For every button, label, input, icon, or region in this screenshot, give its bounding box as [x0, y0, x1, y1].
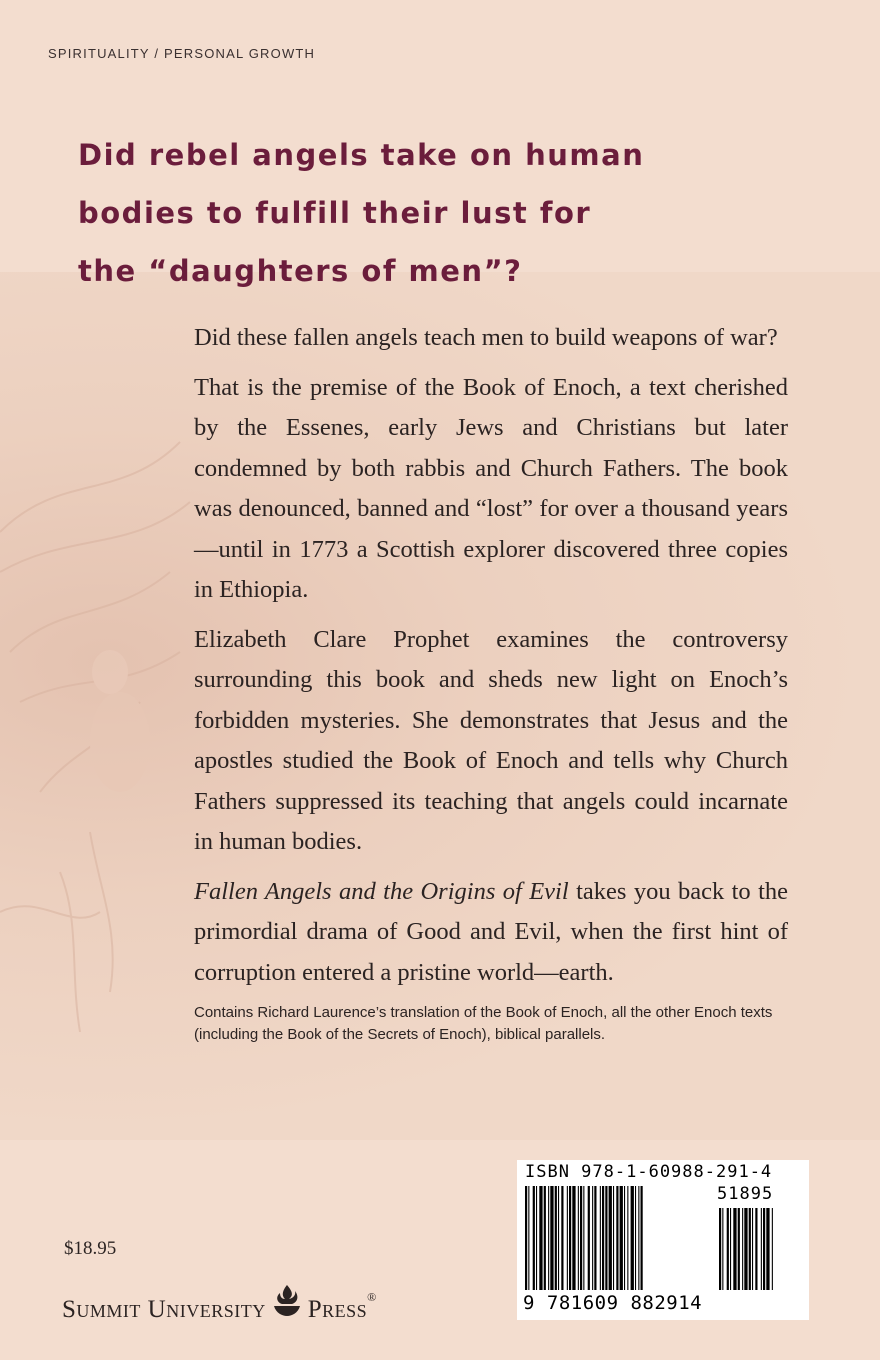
barcode-bar [572, 1186, 575, 1290]
paragraph-4 [194, 872, 788, 994]
addon-barcode-bar [761, 1208, 762, 1290]
paragraph-4-text: takes you back to the primordial drama of Good and Evil, when the first hint of corruption entered a pristine world—earth. [194, 877, 789, 986]
barcode-bar [567, 1186, 568, 1290]
barcode-bar [638, 1186, 639, 1290]
barcode-bar [641, 1186, 643, 1290]
barcode-bar [605, 1186, 607, 1290]
barcode-bar [558, 1186, 559, 1290]
headline [78, 126, 858, 300]
description [194, 318, 788, 1055]
isbn-text: ISBN 978-1-60988-291-4 [525, 1162, 773, 1182]
addon-barcode-bar [772, 1208, 773, 1290]
registered-mark: ® [367, 1290, 377, 1304]
barcode-bar [631, 1186, 634, 1290]
barcode-number: 9 781609 882914 [523, 1292, 703, 1314]
addon-barcode-bar [722, 1208, 723, 1290]
addon-barcode-bar [733, 1208, 736, 1290]
barcode-bar [627, 1186, 628, 1290]
publisher-name-left: Summit University [62, 1296, 266, 1323]
barcode-bar [578, 1186, 579, 1290]
headline-line-2: bodies to fulfill their lust for [78, 196, 592, 230]
headline-line-3: the “daughters of men”? [78, 254, 523, 288]
barcode-bar [616, 1186, 618, 1290]
barcode-bar [620, 1186, 623, 1290]
barcode-bar [609, 1186, 612, 1290]
barcode-bar [536, 1186, 537, 1290]
addon-barcode-bar [727, 1208, 729, 1290]
barcode-bar [539, 1186, 542, 1290]
barcode-bars [523, 1186, 803, 1292]
barcode-bar [533, 1186, 535, 1290]
addon-barcode-bar [730, 1208, 731, 1290]
barcode-bar [525, 1186, 527, 1290]
barcode-bar [550, 1186, 553, 1290]
addon-barcode-bar [719, 1208, 721, 1290]
category-label: SPIRITUALITY / PERSONAL GROWTH [48, 46, 316, 61]
barcode-bar [624, 1186, 625, 1290]
barcode-bar [613, 1186, 614, 1290]
paragraph-3: Elizabeth Clare Prophet examines the controversy surrounding this book and sheds new light on Enoch’s forbidden mysteries. She demonstrates that Jesus and the apostles studied the Book of Enoch and tells why Church Fathers suppressed its teaching that angels could incarnate in human bodies. [194, 625, 788, 855]
contents-note: Contains Richard Laurence’s translation of the Book of Enoch, all the other Enoch texts (including the Book of the Secrets of Enoch), biblical parallels. [194, 1004, 773, 1043]
addon-barcode-bar [749, 1208, 751, 1290]
barcode-bar [555, 1186, 557, 1290]
barcode-bar [569, 1186, 571, 1290]
addon-barcode-bar [744, 1208, 747, 1290]
barcode-bar [580, 1186, 582, 1290]
addon-barcode-bar [763, 1208, 765, 1290]
barcode-bar [548, 1186, 549, 1290]
barcode-bar [600, 1186, 601, 1290]
flame-bowl-icon [272, 1283, 302, 1324]
barcode-bar [583, 1186, 584, 1290]
barcode-bar [592, 1186, 593, 1290]
paragraph-1: Did these fallen angels teach men to build weapons of war? [194, 324, 778, 351]
barcode-bar [544, 1186, 546, 1290]
barcode-bar [561, 1186, 563, 1290]
addon-barcode-bar [742, 1208, 743, 1290]
barcode-bar [602, 1186, 604, 1290]
price: $18.95 [64, 1238, 117, 1259]
barcode-bar [594, 1186, 596, 1290]
angel-illustration [0, 272, 200, 1140]
addon-barcode-bar [755, 1208, 757, 1290]
addon-barcode-bar [738, 1208, 740, 1290]
barcode-bar [528, 1186, 529, 1290]
price-code: 51895 [717, 1184, 774, 1204]
addon-barcode-bar [752, 1208, 753, 1290]
book-title: Fallen Angels and the Origins of Evil [194, 877, 569, 905]
headline-line-1: Did rebel angels take on human [78, 138, 645, 172]
barcode-bar [588, 1186, 590, 1290]
addon-barcode-bar [766, 1208, 769, 1290]
publisher-name-right: Press [307, 1296, 368, 1323]
paragraph-2: That is the premise of the Book of Enoch, a text cherished by the Essenes, early Jews and Christians but later condemned by both rabbis and Church Fathers. The book was denounced, banned and “lost” for over a thousand years—until in 1773 a Scottish explorer discovered three copies in Ethiopia. [194, 373, 788, 603]
publisher-logo [62, 1290, 377, 1324]
barcode-bar [635, 1186, 636, 1290]
barcode-box [517, 1160, 809, 1320]
